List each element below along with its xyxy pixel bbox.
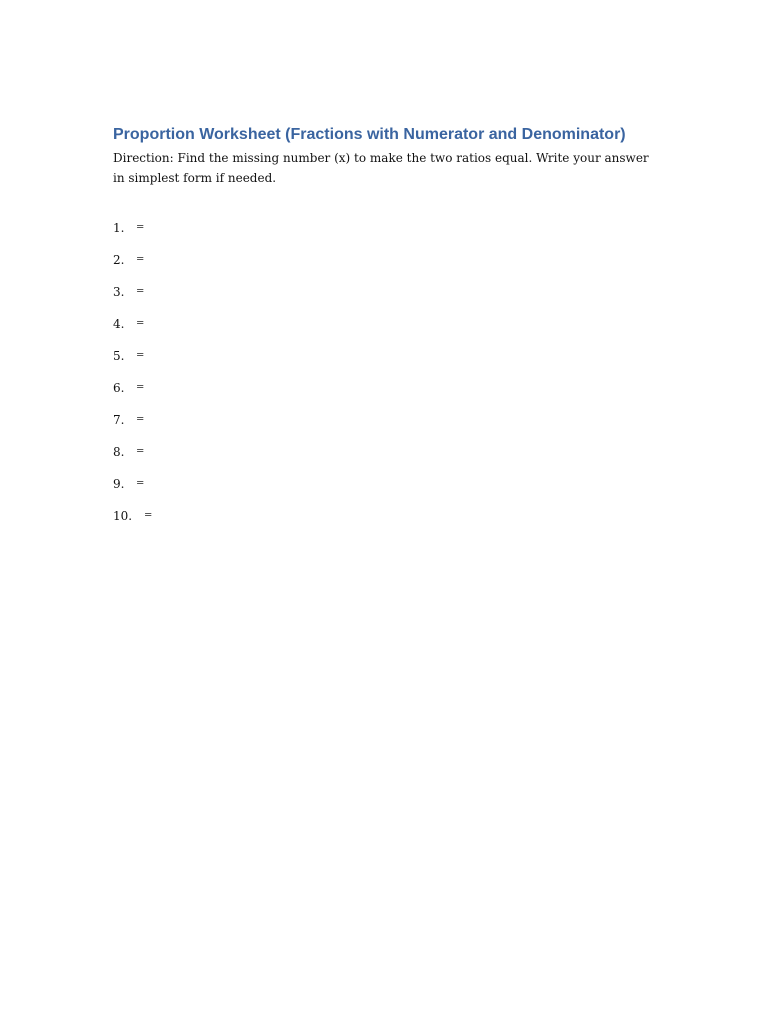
problem-item-10 xyxy=(113,506,152,538)
problem-number: 8. xyxy=(113,445,125,459)
worksheet-header xyxy=(113,124,653,188)
problem-number: 6. xyxy=(113,381,125,395)
problem-item-9 xyxy=(113,474,152,506)
problem-number: 2. xyxy=(113,253,125,267)
equals-sign: = xyxy=(136,222,145,233)
equals-sign: = xyxy=(136,350,145,361)
page-title: Proportion Worksheet (Fractions with Numerator and Denominator) xyxy=(113,126,626,143)
equals-sign: = xyxy=(136,478,145,489)
problem-item-2 xyxy=(113,250,152,282)
direction-text: Direction: Find the missing number (x) to make the two ratios equal. Write your answer in simplest form if needed. xyxy=(113,151,649,185)
equals-sign: = xyxy=(136,286,145,297)
problem-item-3 xyxy=(113,282,152,314)
problem-item-7 xyxy=(113,410,152,442)
problem-number: 10. xyxy=(113,509,133,523)
equals-sign: = xyxy=(136,414,145,425)
problem-item-4 xyxy=(113,314,152,346)
equals-sign: = xyxy=(136,382,145,393)
problem-number: 9. xyxy=(113,477,125,491)
equals-sign: = xyxy=(144,510,153,521)
equals-sign: = xyxy=(136,446,145,457)
equals-sign: = xyxy=(136,254,145,265)
problem-number: 1. xyxy=(113,221,125,235)
problem-number: 7. xyxy=(113,413,125,427)
problem-number: 4. xyxy=(113,317,125,331)
problem-number: 5. xyxy=(113,349,125,363)
problem-item-5 xyxy=(113,346,152,378)
equals-sign: = xyxy=(136,318,145,329)
problem-number: 3. xyxy=(113,285,125,299)
problem-item-6 xyxy=(113,378,152,410)
problem-item-1 xyxy=(113,218,152,250)
problem-item-8 xyxy=(113,442,152,474)
problem-list xyxy=(113,218,152,538)
